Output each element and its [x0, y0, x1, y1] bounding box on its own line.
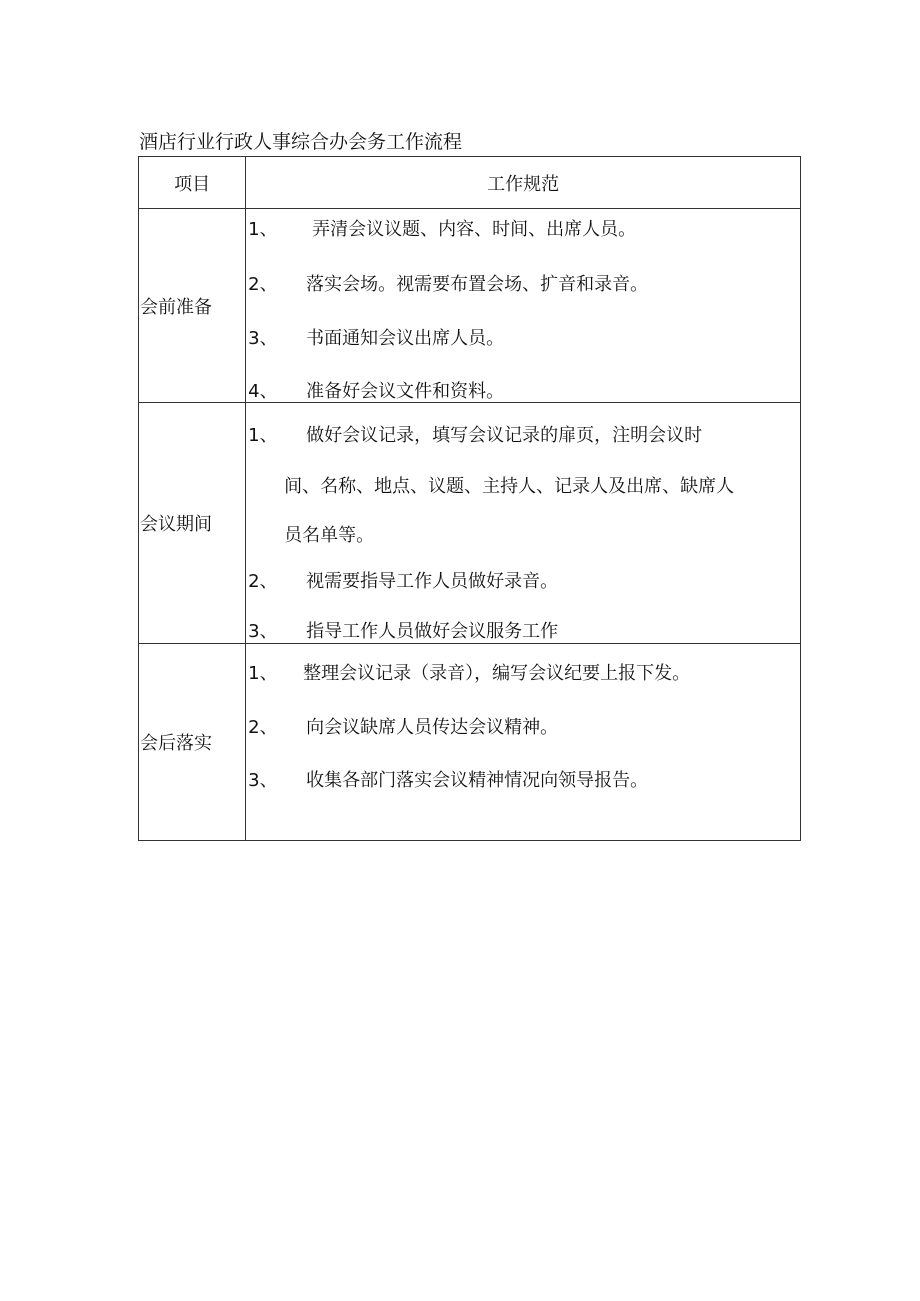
table-row	[139, 209, 801, 403]
item-number: 1、	[248, 219, 278, 240]
item-number: 1、	[248, 663, 278, 684]
item-text: 指导工作人员做好会议服务工作	[306, 621, 559, 642]
category-cell: 会后落实	[139, 644, 246, 841]
item-text: 落实会场。视需要布置会场、扩音和录音。	[306, 274, 649, 295]
category-cell: 会议期间	[139, 403, 246, 644]
item-text: 书面通知会议出席人员。	[306, 328, 505, 349]
header-item: 项目	[139, 157, 246, 209]
item-number: 3、	[248, 621, 278, 642]
table-row	[139, 644, 801, 841]
item-text: 弄清会议议题、内容、时间、出席人员。	[312, 219, 637, 240]
item-text: 向会议缺席人员传达会议精神。	[306, 717, 559, 738]
spec-cell	[246, 403, 801, 644]
table-header-row	[139, 157, 801, 209]
document-title: 酒店行业行政人事综合办会务工作流程	[139, 131, 463, 153]
item-text: 整理会议记录（录音），编写会议纪要上报下发。	[303, 663, 691, 684]
item-text: 收集各部门落实会议精神情况向领导报告。	[306, 770, 649, 791]
item-text: 准备好会议文件和资料。	[306, 381, 505, 402]
item-number: 2、	[248, 717, 278, 738]
item-number: 1、	[248, 425, 278, 446]
item-number: 2、	[248, 274, 278, 295]
header-spec: 工作规范	[246, 157, 801, 209]
item-number: 3、	[248, 328, 278, 349]
spec-cell	[246, 209, 801, 403]
item-text: 员名单等。	[284, 525, 375, 546]
table-row	[139, 403, 801, 644]
spec-cell	[246, 644, 801, 841]
item-number: 4、	[248, 381, 278, 402]
category-cell: 会前准备	[139, 209, 246, 403]
item-text: 视需要指导工作人员做好录音。	[306, 571, 559, 592]
item-text: 做好会议记录，填写会议记录的扉页，注明会议时	[306, 425, 703, 446]
workflow-table	[138, 156, 801, 841]
item-text: 间、名称、地点、议题、主持人、记录人及出席、缺席人	[284, 476, 735, 497]
item-number: 3、	[248, 770, 278, 791]
item-number: 2、	[248, 571, 278, 592]
